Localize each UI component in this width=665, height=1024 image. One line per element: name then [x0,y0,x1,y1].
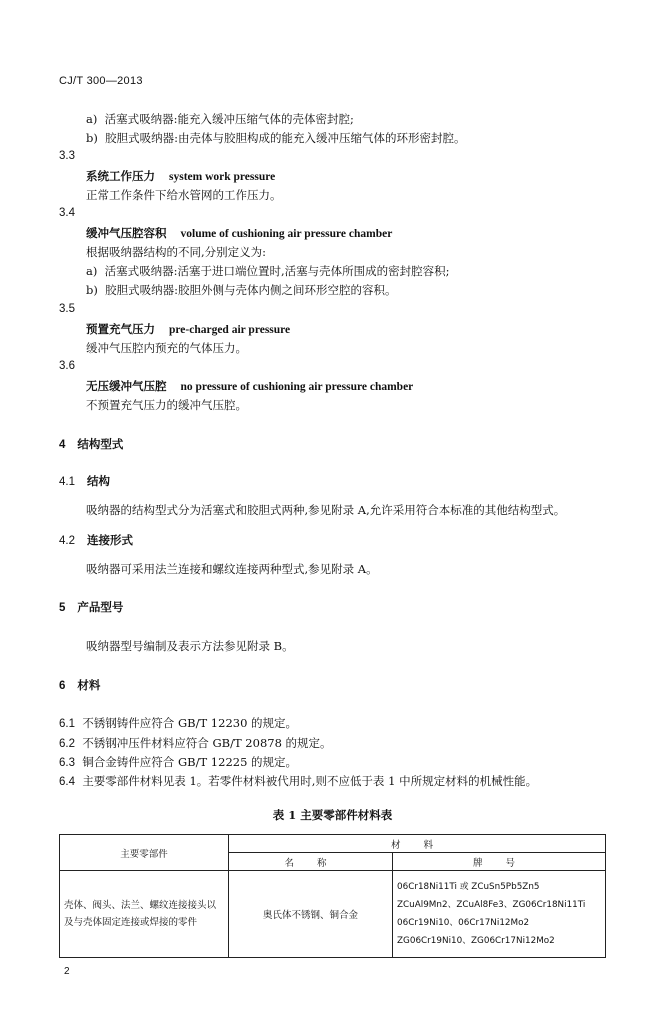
clause-line [59,774,537,789]
item-label: b) [86,131,98,145]
clause-number: 3.5 [59,303,75,315]
section-heading [59,437,123,452]
cell-name: 奥氏体不锈钢、铜合金 [229,871,393,958]
section-number: 5 [59,602,66,614]
item-text: 活塞式吸纳器:能充入缓冲压缩气体的壳体密封腔; [104,112,354,126]
term-heading [86,379,413,394]
clause-number: 6.3 [59,757,75,769]
header-name: 名 称 [229,853,393,871]
header-grade: 牌 号 [393,853,606,871]
item-text: 胶胆式吸纳器:胶胆外侧与壳体内侧之间环形空腔的容积。 [105,283,397,297]
clause-text: 铜合金铸件应符合 GB/T 12225 的规定。 [82,755,298,769]
term-cn: 预置充气压力 [86,322,155,336]
item-label: b) [86,283,98,297]
subsection-title: 连接形式 [87,533,134,547]
term-definition: 根据吸纳器结构的不同,分别定义为: [86,245,267,259]
term-definition: 不预置充气压力的缓冲气压腔。 [86,398,247,412]
clause-number: 3.6 [59,360,75,372]
clause-line [59,736,332,751]
cell-part: 壳体、阀头、法兰、螺纹连接接头以及与壳体固定连接或焊接的零件 [60,871,229,958]
paragraph: 吸纳器的结构型式分为活塞式和胶胆式两种,参见附录 A,允许采用符合本标准的其他结构型式。 [86,503,566,517]
term-heading [86,226,392,241]
section-heading [59,678,100,693]
clause-number: 3.4 [59,207,75,219]
page-number: 2 [64,966,70,977]
header-part: 主要零部件 [60,835,229,871]
term-definition: 缓冲气压腔内预充的气体压力。 [86,341,247,355]
term-definition: 正常工作条件下给水管网的工作压力。 [86,188,282,202]
term-en: no pressure of cushioning air pressure chamber [180,381,414,393]
item-label: a) [86,112,98,126]
table-row [60,871,606,958]
term-cn: 系统工作压力 [86,169,155,183]
list-item [86,283,397,297]
paragraph: 吸纳器型号编制及表示方法参见附录 B。 [86,639,294,653]
section-number: 6 [59,680,66,692]
term-heading [86,322,290,337]
term-en: pre-charged air pressure [169,324,291,336]
section-title: 材料 [77,678,101,692]
clause-number: 6.2 [59,738,75,750]
clause-text: 不锈钢铸件应符合 GB/T 12230 的规定。 [82,716,298,730]
section-number: 4 [59,439,66,451]
paragraph: 吸纳器可采用法兰连接和螺纹连接两种型式,参见附录 A。 [86,562,378,576]
clause-line [59,755,297,770]
item-label: a) [86,264,98,278]
clause-number: 6.4 [59,776,75,788]
clause-text: 不锈钢冲压件材料应符合 GB/T 20878 的规定。 [82,736,332,750]
grade-line: 06Cr18Ni11Ti 或 ZCuSn5Pb5Zn5 [397,882,540,893]
subsection-heading [59,474,110,489]
grade-line: ZCuAl9Mn2、ZCuAl8Fe3、ZG06Cr18Ni11Ti [397,900,586,911]
header-material: 材 料 [229,835,606,853]
table-caption: 表 1 主要零部件材料表 [272,808,393,822]
clause-number: 3.3 [59,150,75,162]
subsection-title: 结构 [87,474,111,488]
term-en: volume of cushioning air pressure chamber [180,228,393,240]
subsection-heading [59,533,133,548]
term-heading [86,169,275,184]
standard-code: CJ/T 300—2013 [59,75,143,87]
item-text: 胶胆式吸纳器:由壳体与胶胆构成的能充入缓冲压缩气体的环形密封腔。 [105,131,466,145]
grade-line: 06Cr19Ni10、06Cr17Ni12Mo2 [397,918,530,929]
clause-line [59,716,297,731]
materials-table [59,834,606,958]
subsection-number: 4.1 [59,476,75,488]
term-en: system work pressure [169,171,276,183]
clause-text: 主要零部件材料见表 1。若零件材料被代用时,则不应低于表 1 中所规定材料的机械性能。 [82,774,538,788]
term-cn: 缓冲气压腔容积 [86,226,167,240]
section-title: 结构型式 [77,437,124,451]
item-text: 活塞式吸纳器:活塞于进口端位置时,活塞与壳体所围成的密封腔容积; [104,264,450,278]
cell-grades [393,871,606,958]
grade-line: ZG06Cr19Ni10、ZG06Cr17Ni12Mo2 [397,936,555,947]
list-item [86,264,450,278]
section-heading [59,600,123,615]
term-cn: 无压缓冲气压腔 [86,379,167,393]
list-item [86,112,354,126]
section-title: 产品型号 [77,600,124,614]
list-item [86,131,466,145]
clause-number: 6.1 [59,718,75,730]
subsection-number: 4.2 [59,535,75,547]
